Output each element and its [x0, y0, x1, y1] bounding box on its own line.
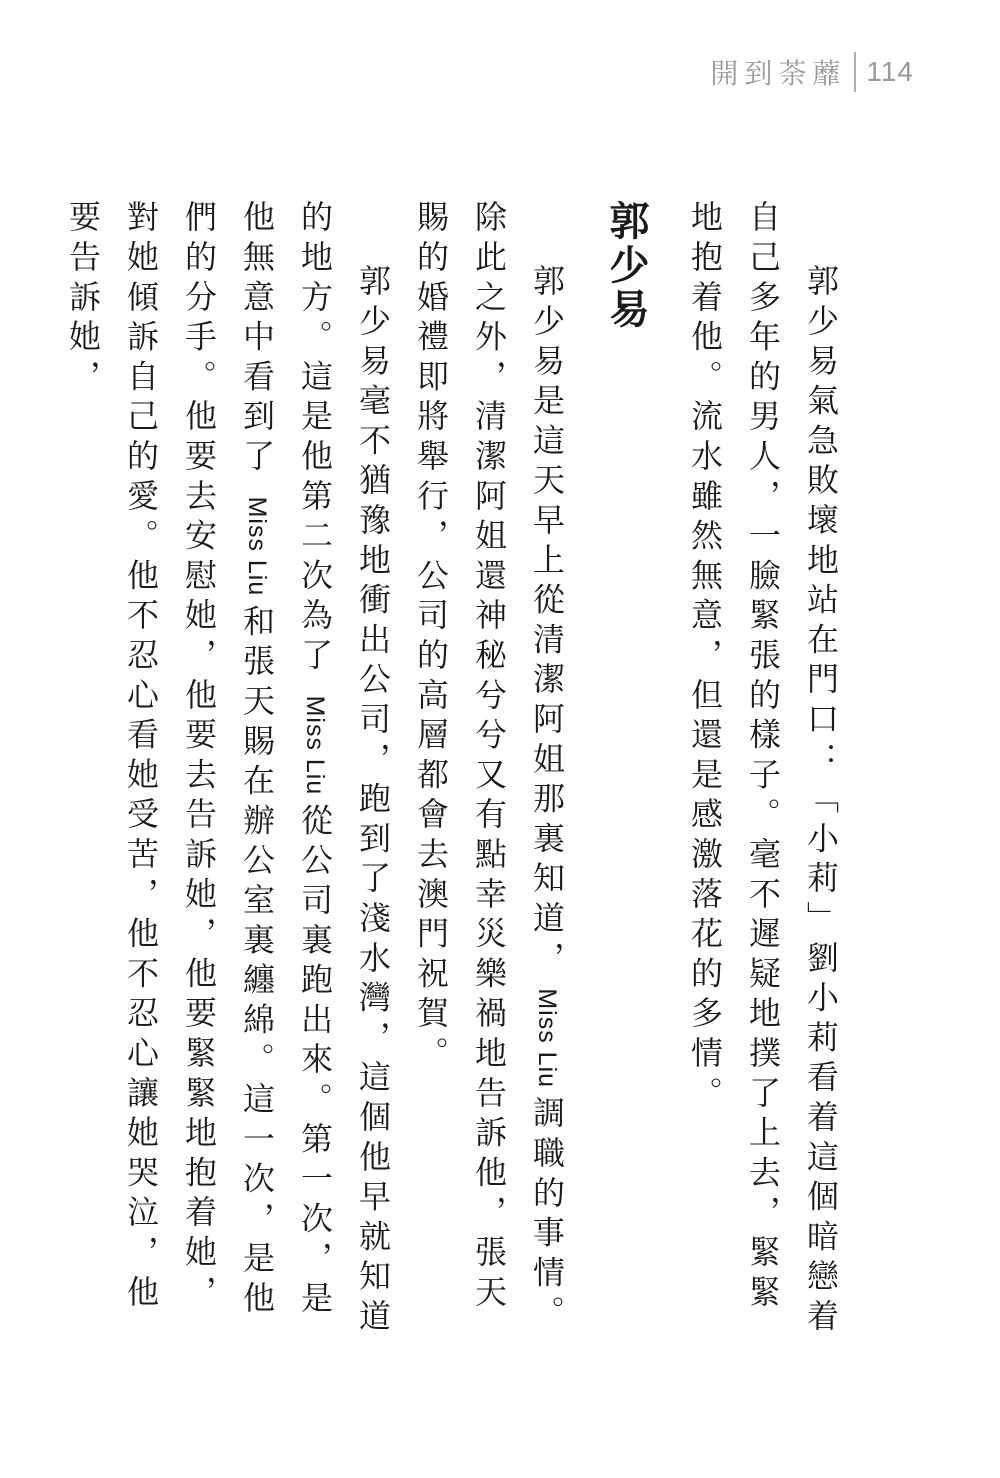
- running-header: [710, 52, 914, 92]
- paragraph-3: 郭少易毫不猶豫地衝出公司，跑到了淺水灣，這個他早就知道的地方。這是他第二次為了 Miss Liu 從公司裏跑出來。第一次，是他無意中看到了 Miss Liu 和張天賜在辦公室裏纏綿。這一次，是他們的分手。他要去安慰她，他要去告訴她，他要緊緊地抱着她，對她傾訴自己的愛。他不忍心看她受苦，他不忍心讓她哭泣，他要告訴她，: [64, 200, 392, 1339]
- paragraph-2: 郭少易是這天早上從清潔阿姐那裏知道， Miss Liu 調職的事情。除此之外，清潔阿姐還神秘兮兮又有點幸災樂禍地告訴他，張天賜的婚禮即將舉行，公司的高層都會去澳門祝賀。: [412, 200, 566, 1335]
- vertical-text-body: [54, 200, 850, 1350]
- header-divider: [854, 52, 856, 92]
- latin-run: Miss Liu: [243, 496, 271, 605]
- latin-run: Miss Liu: [533, 980, 561, 1096]
- latin-run: Miss Liu: [301, 695, 329, 804]
- book-title: 開到荼蘼: [710, 57, 847, 90]
- paragraph-1: 郭少易氣急敗壞地站在門口：「小莉」劉小莉看着這個暗戀着自己多年的男人，一臉緊張的樣子。毫不遲疑地撲了上去，緊緊地抱着他。流水雖然無意，但還是感激落花的多情。: [686, 200, 840, 1339]
- section-title: 郭少易: [603, 200, 650, 332]
- page-number: 114: [866, 56, 914, 87]
